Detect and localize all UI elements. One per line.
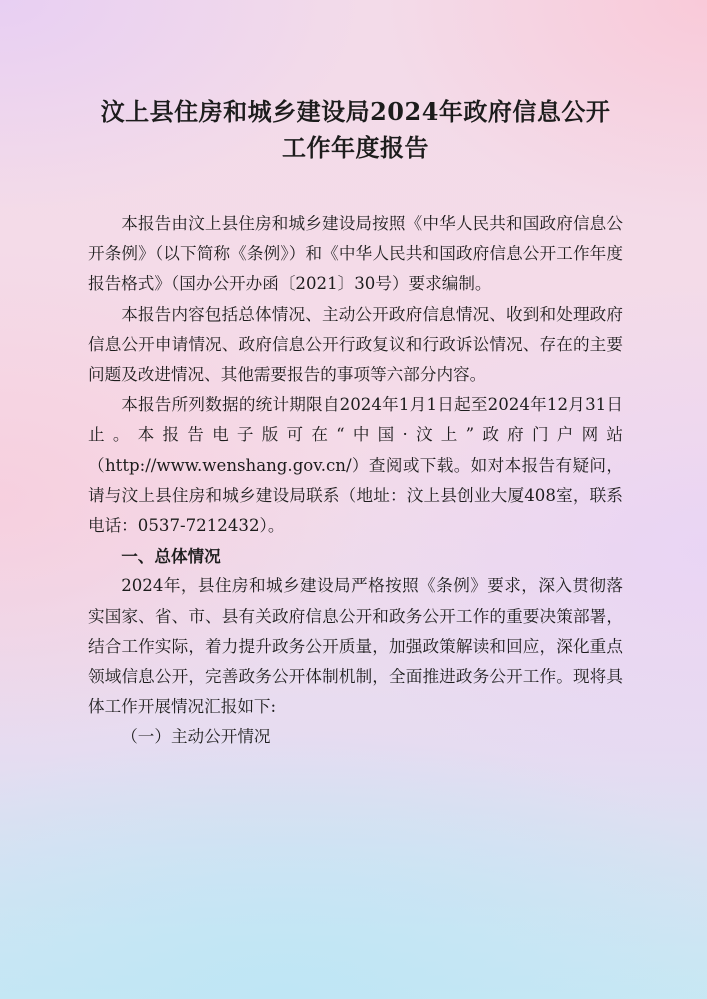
intro-paragraph-3: 本报告所列数据的统计期限自2024年1月1日起至2024年12月31日止。本报告电子版可在“中国·汶上”政府门户网站（http://www.wenshang.gov.cn/）查阅或下载。如对本报告有疑问，请与汶上县住房和城乡建设局联系（地址：汶上县创业大厦408室，联系电话：0537-7212432）。	[88, 395, 623, 536]
title-line-2: 工作年度报告	[282, 133, 429, 162]
subsection-heading-proactive-disclosure: （一）主动公开情况	[121, 727, 271, 747]
intro-paragraph-2: 本报告内容包括总体情况、主动公开政府信息情况、收到和处理政府信息公开申请情况、政府信息公开行政复议和行政诉讼情况、存在的主要问题及改进情况、其他需要报告的事项等六部分内容。	[88, 304, 623, 385]
document-page	[88, 94, 623, 753]
document-body	[88, 209, 623, 753]
overview-paragraph: 2024年，县住房和城乡建设局严格按照《条例》要求，深入贯彻落实国家、省、市、县有关政府信息公开和政务公开工作的重要决策部署，结合工作实际，着力提升政务公开质量，加强政策解读和回应，深化重点领域信息公开，完善政务公开体制机制，全面推进政务公开工作。现将具体工作开展情况汇报如下:	[88, 576, 623, 717]
section-heading-overview: 一、总体情况	[121, 546, 221, 567]
document-title	[88, 94, 623, 166]
title-line-1: 汶上县住房和城乡建设局2024年政府信息公开	[100, 97, 611, 126]
intro-paragraph-1: 本报告由汶上县住房和城乡建设局按照《中华人民共和国政府信息公开条例》（以下简称《条例》）和《中华人民共和国政府信息公开工作年度报告格式》（国办公开办函〔2021〕30号）要求编制。	[88, 214, 623, 294]
